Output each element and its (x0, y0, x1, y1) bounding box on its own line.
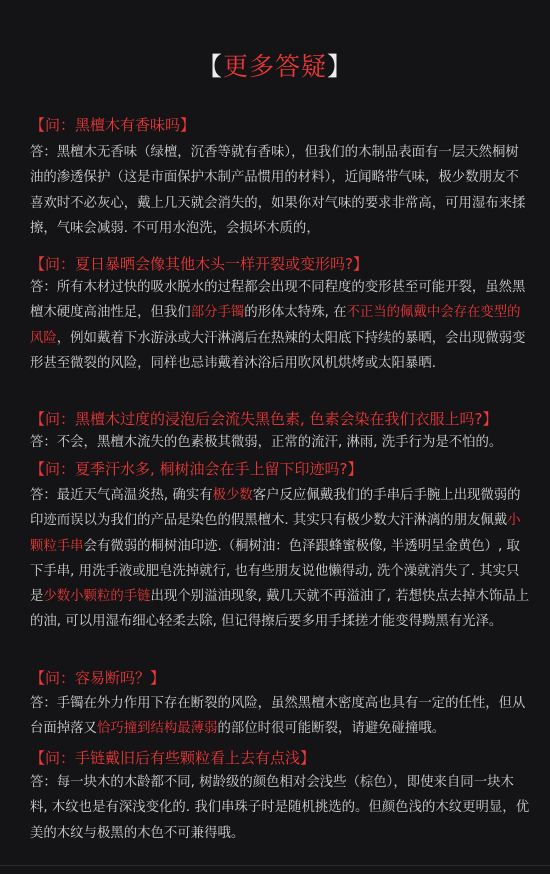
answer-4-text-1: 答：最近天气高温炎热, 确实有 (30, 488, 213, 503)
question-1: 【问：黑檀木有香味吗】 (30, 116, 196, 134)
answer-4-text-4: 出现个别溢油现象, 戴几天就不再溢油了, 若想快点去掉木饰品上的油, 可以用湿布细心轻柔去除, 但记得擦后要多用手揉搓才能变得黝黑有光泽。 (30, 589, 530, 630)
answer-2-text-1: 答：所有木材过快的吸水脱水的过程都会出现不同程度的变形甚至可能开裂，虽然黑檀木硬度高油性足，但我们 (30, 280, 526, 321)
answer-4-highlight-2: 小颗粒手串 (30, 513, 521, 554)
page-title (0, 47, 550, 87)
title-bracket-close: 】 (327, 52, 354, 81)
answer-3-text: 答：不会，黑檀木流失的色素极其微弱，正常的流汗, 淋雨, 洗手行为是不怕的。 (30, 435, 503, 450)
answer-1 (30, 140, 530, 241)
answer-2-text-2: 的形体太特殊, 在 (244, 305, 347, 321)
bottom-divider (0, 865, 550, 866)
question-5: 【问：容易断吗？】 (30, 669, 166, 687)
answer-2 (30, 275, 530, 376)
answer-5-text-1: 答：手镯在外力作用下存在断裂的风险，虽然黑檀木密度高也具有一定的任性，但从台面掉落又 (30, 696, 526, 737)
answer-4 (30, 483, 530, 635)
answer-4-highlight-1: 极少数 (212, 488, 253, 503)
answer-4-highlight-3: 少数小颗粒的手链 (43, 589, 151, 605)
question-2: 【问：夏日暴晒会像其他木头一样开裂或变形吗?】 (30, 255, 368, 273)
title-text: 更多答疑 (222, 52, 327, 81)
answer-4-text-2: 客户反应佩戴我们的手串后手腕上出现微弱的印迹而误以为我们的产品是染色的假黑檀木. 其实只有极少数大汗淋漓的朋友佩戴 (30, 488, 521, 529)
answer-4-text-3: 会有微弱的桐树油印迹.（桐树油：色泽跟蜂蜜极像, 半透明呈金黄色）, 取下手串, 用洗手液或肥皂洗掉就行, 也有些朋友说他懒得动, 洗个澡就消失了. 其实只是 (30, 538, 520, 605)
answer-3 (30, 430, 530, 455)
question-3: 【问：黑檀木过度的浸泡后会流失黑色素, 色素会染在我们衣服上吗?】 (30, 410, 498, 428)
answer-2-highlight-1: 部分手镯 (190, 305, 245, 321)
answer-6 (30, 770, 530, 846)
answer-2-text-3: ，例如戴着下水游泳或大汗淋漓后在热辣的太阳底下持续的暴晒，会出现微弱变形甚至微裂的风险，同样也忌讳戴着沐浴后用吹风机烘烤或太阳暴晒. (30, 330, 526, 371)
question-4: 【问：夏季汗水多, 桐树油会在手上留下印迹吗?】 (30, 460, 363, 478)
answer-6-text: 答：每一块木的木龄都不同, 树龄级的颜色相对会浅些（棕色），即使来自同一块木料, 木纹也是有深浅变化的. 我们串珠子时是随机挑选的。但颜色浅的木纹更明显，优美的木纹与极黑的木色不可兼得哦。 (30, 775, 530, 841)
answer-5-text-2: 的部位时很可能断裂，请避免碰撞哦。 (217, 721, 446, 737)
answer-2-highlight-2: 不正当的佩戴中会存在变型的风险 (30, 305, 521, 346)
answer-5 (30, 691, 530, 742)
answer-1-text: 答：黑檀木无香味（绿檀，沉香等就有香味），但我们的木制品表面有一层天然桐树油的渗透保护（这是市面保护木制产品惯用的材料），近闻略带气味，极少数朋友不喜欢时不必灰心，戴上几天就会消失的，如果你对气味的要求非常高，可用湿布来揉擦，气味会减弱. 不可用水泡洗，会损坏木质的， (30, 145, 526, 236)
question-6: 【问：手链戴旧后有些颗粒看上去有点浅】 (30, 749, 316, 767)
answer-5-highlight: 恰巧撞到结构最薄弱 (96, 721, 218, 737)
title-bracket-open: 【 (196, 52, 223, 81)
